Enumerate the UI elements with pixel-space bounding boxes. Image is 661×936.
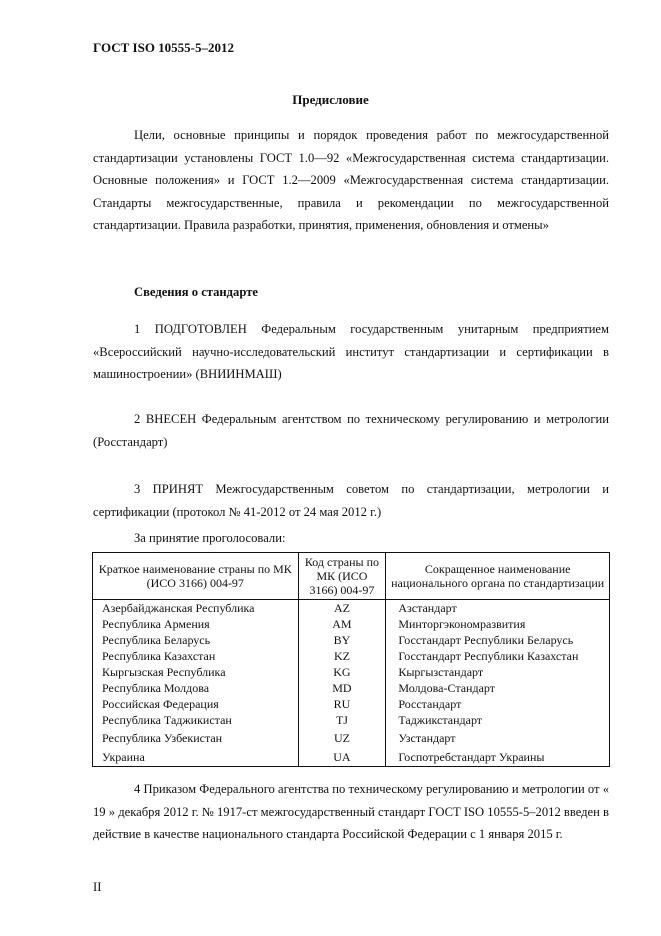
body-cell: Госстандарт Республики Беларусь (386, 632, 610, 648)
table-row (93, 600, 610, 617)
country-cell: Азербайджанская Республика (93, 600, 299, 617)
table-row (93, 712, 610, 728)
code-cell: MD (298, 680, 386, 696)
table-row (93, 616, 610, 632)
code-cell: TJ (298, 712, 386, 728)
votes-table-header-row (93, 553, 610, 600)
page-title: Предисловие (292, 92, 369, 107)
code-cell: AM (298, 616, 386, 632)
votes-table (92, 552, 610, 767)
table-row (93, 632, 610, 648)
intro-paragraph: Цели, основные принципы и порядок проведения работ по межгосударственной стандартизации установлены ГОСТ 1.0—92 «Межгосударственная система стандартизации. Основные положения» и ГОСТ 1.2—2009 «Межгосударственная система стандартизации. Стандарты межгосударственные, правила и рекомендации по межгосударственной стандартизации. Правила разработки, принятия, применения, обновления и отмены» (93, 128, 609, 233)
code-cell: AZ (298, 600, 386, 617)
country-cell: Республика Молдова (93, 680, 299, 696)
item-enacted: 4 Приказом Федерального агентства по техническому регулированию и метрологии от « 19 » декабря 2012 г. № 1917-ст межгосударственный стандарт ГОСТ ISO 10555-5–2012 введен в действие в качестве национального стандарта Российской Федерации с 1 января 2015 г. (93, 782, 609, 842)
country-cell: Республика Узбекистан (93, 728, 299, 747)
country-cell: Республика Армения (93, 616, 299, 632)
header-body: Сокращенное наименование национального органа по стандартизации (386, 553, 610, 600)
body-cell: Молдова-Стандарт (386, 680, 610, 696)
table-row (93, 747, 610, 767)
document-header: ГОСТ ISO 10555-5–2012 (93, 40, 235, 55)
country-cell: Республика Таджикистан (93, 712, 299, 728)
table-row (93, 728, 610, 747)
table-row (93, 680, 610, 696)
country-cell: Украина (93, 747, 299, 767)
body-cell: Таджикстандарт (386, 712, 610, 728)
code-cell: KZ (298, 648, 386, 664)
body-cell: Минторгэкономразвития (386, 616, 610, 632)
header-country: Краткое наименование страны по МК (ИСО 3166) 004-97 (93, 553, 299, 600)
country-cell: Российская Федерация (93, 696, 299, 712)
table-row (93, 664, 610, 680)
code-cell: UZ (298, 728, 386, 747)
body-cell: Госпотребстандарт Украины (386, 747, 610, 767)
item-submitted: 2 ВНЕСЕН Федеральным агентством по техническому регулированию и метрологии (Росстандарт) (93, 412, 609, 449)
code-cell: RU (298, 696, 386, 712)
table-row (93, 648, 610, 664)
code-cell: UA (298, 747, 386, 767)
item-adopted: 3 ПРИНЯТ Межгосударственным советом по стандартизации, метрологии и сертификации (протокол № 41-2012 от 24 мая 2012 г.) (93, 482, 609, 519)
country-cell: Кыргызская Республика (93, 664, 299, 680)
info-heading: Сведения о стандарте (134, 285, 258, 299)
votes-heading: За принятие проголосовали: (134, 531, 286, 545)
country-cell: Республика Казахстан (93, 648, 299, 664)
header-code: Код страны по МК (ИСО 3166) 004-97 (298, 553, 386, 600)
body-cell: Кыргызстандарт (386, 664, 610, 680)
body-cell: Азстандарт (386, 600, 610, 617)
table-row (93, 696, 610, 712)
page-number: II (93, 880, 102, 894)
item-prepared: 1 ПОДГОТОВЛЕН Федеральным государственным унитарным предприятием «Всероссийский научно-исследовательский институт стандартизации и сертификации в машиностроении» (ВНИИНМАШ) (93, 322, 609, 382)
country-cell: Республика Беларусь (93, 632, 299, 648)
body-cell: Росстандарт (386, 696, 610, 712)
body-cell: Узстандарт (386, 728, 610, 747)
body-cell: Госстандарт Республики Казахстан (386, 648, 610, 664)
code-cell: KG (298, 664, 386, 680)
code-cell: BY (298, 632, 386, 648)
